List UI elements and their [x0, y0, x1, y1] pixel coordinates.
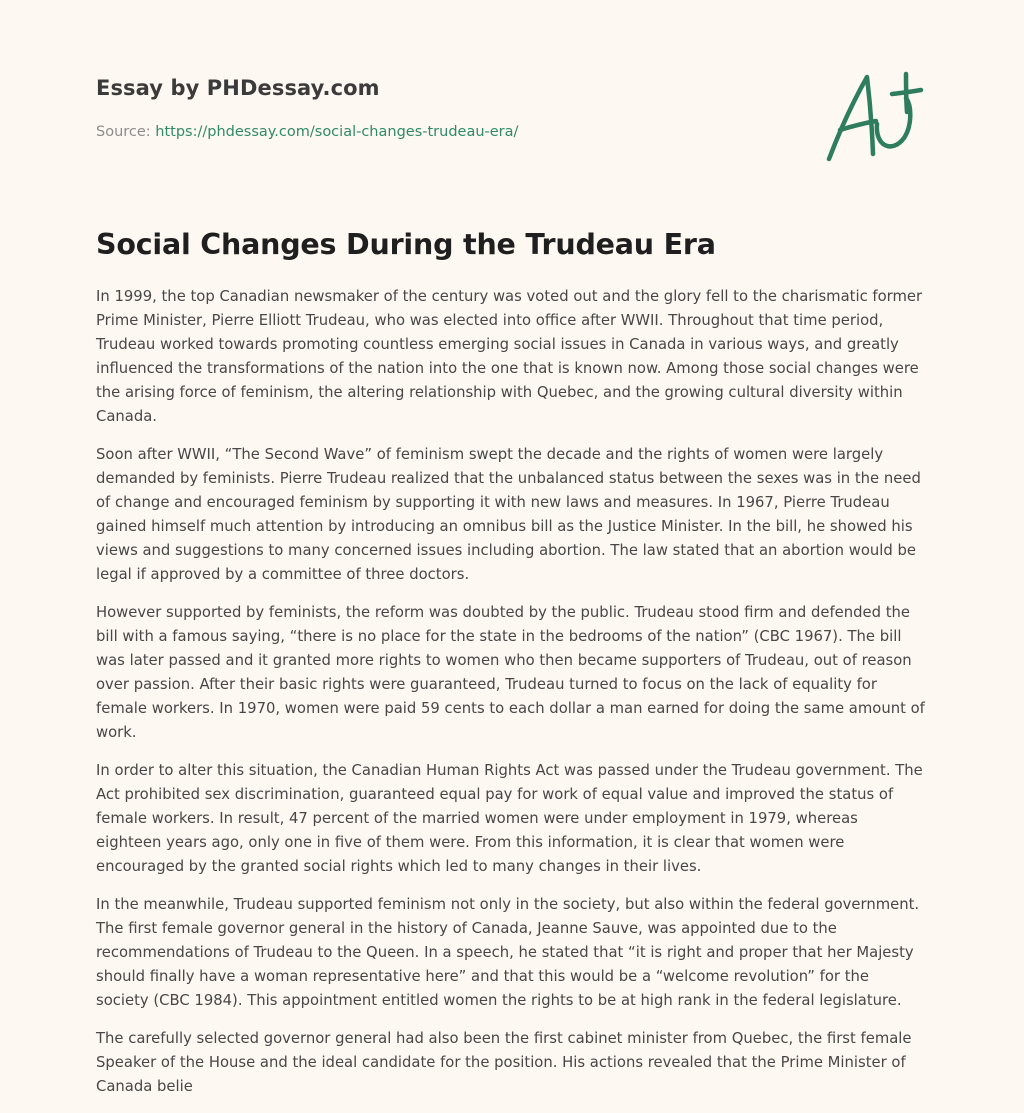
article-paragraph: In the meanwhile, Trudeau supported feminism not only in the society, but also within the federal government. The first female governor general in the history of Canada, Jeanne Sauve, was appointed due to the recommendations of Trudeau to the Queen. In a speech, he stated that “it is right and proper that her Majesty should finally have a woman representative here” and that this would be a “welcome revolution” for the society (CBC 1984). This appointment entitled women the rights to be at high rank in the federal legislature. — [96, 896, 920, 1009]
article-paragraph: However supported by feminists, the reform was doubted by the public. Trudeau stood firm and defended the bill with a famous saying, “there is no place for the state in the bedrooms of the nation” (CBC 1967). The bill was later passed and it granted more rights to women who then became supporters of Trudeau, out of reason over passion. After their basic rights were guaranteed, Trudeau turned to focus on the lack of equality for female workers. In 1970, women were paid 59 cents to each dollar a man earned for doing the same amount of work. — [96, 604, 925, 741]
article-body — [96, 285, 926, 1113]
article-paragraph: In order to alter this situation, the Canadian Human Rights Act was passed under the Trudeau government. The Act prohibited sex discrimination, guaranteed equal pay for work of equal value and improved the status of female workers. In result, 47 percent of the married women were under employment in 1979, whereas eighteen years ago, only one in five of them were. From this information, it is clear that women were encouraged by the granted social rights which led to many changes in their lives. — [96, 762, 923, 875]
article-title: Social Changes During the Trudeau Era — [96, 228, 716, 261]
article-paragraph: Soon after WWII, “The Second Wave” of feminism swept the decade and the rights of women were largely demanded by feminists. Pierre Trudeau realized that the unbalanced status between the sexes was in the need of change and encouraged feminism by supporting it with new laws and measures. In 1967, Pierre Trudeau gained himself much attention by introducing an omnibus bill as the Justice Minister. In the bill, he showed his views and suggestions to many concerned issues including abortion. The law stated that an abortion would be legal if approved by a committee of three doctors. — [96, 446, 921, 583]
a-plus-grade-icon — [820, 66, 930, 166]
source-link[interactable]: https://phdessay.com/social-changes-trudeau-era/ — [155, 124, 519, 140]
article-paragraph: In 1999, the top Canadian newsmaker of the century was voted out and the glory fell to the charismatic former Prime Minister, Pierre Elliott Trudeau, who was elected into office after WWII. Throughout that time period, Trudeau worked towards promoting countless emerging social issues in Canada in various ways, and greatly influenced the transformations of the nation into the one that is known now. Among those social changes were the arising force of feminism, the altering relationship with Quebec, and the growing cultural diversity within Canada. — [96, 288, 923, 425]
source-label: Source: — [96, 124, 156, 140]
site-brand: Essay by PHDessay.com — [96, 76, 380, 100]
source-line — [96, 124, 518, 140]
article-paragraph: The carefully selected governor general had also been the first cabinet minister from Quebec, the first female Speaker of the House and the ideal candidate for the position. His actions revealed that the Prime Minister of Canada belie — [96, 1030, 912, 1095]
a-plus-grade-icon-graphic — [820, 66, 930, 166]
